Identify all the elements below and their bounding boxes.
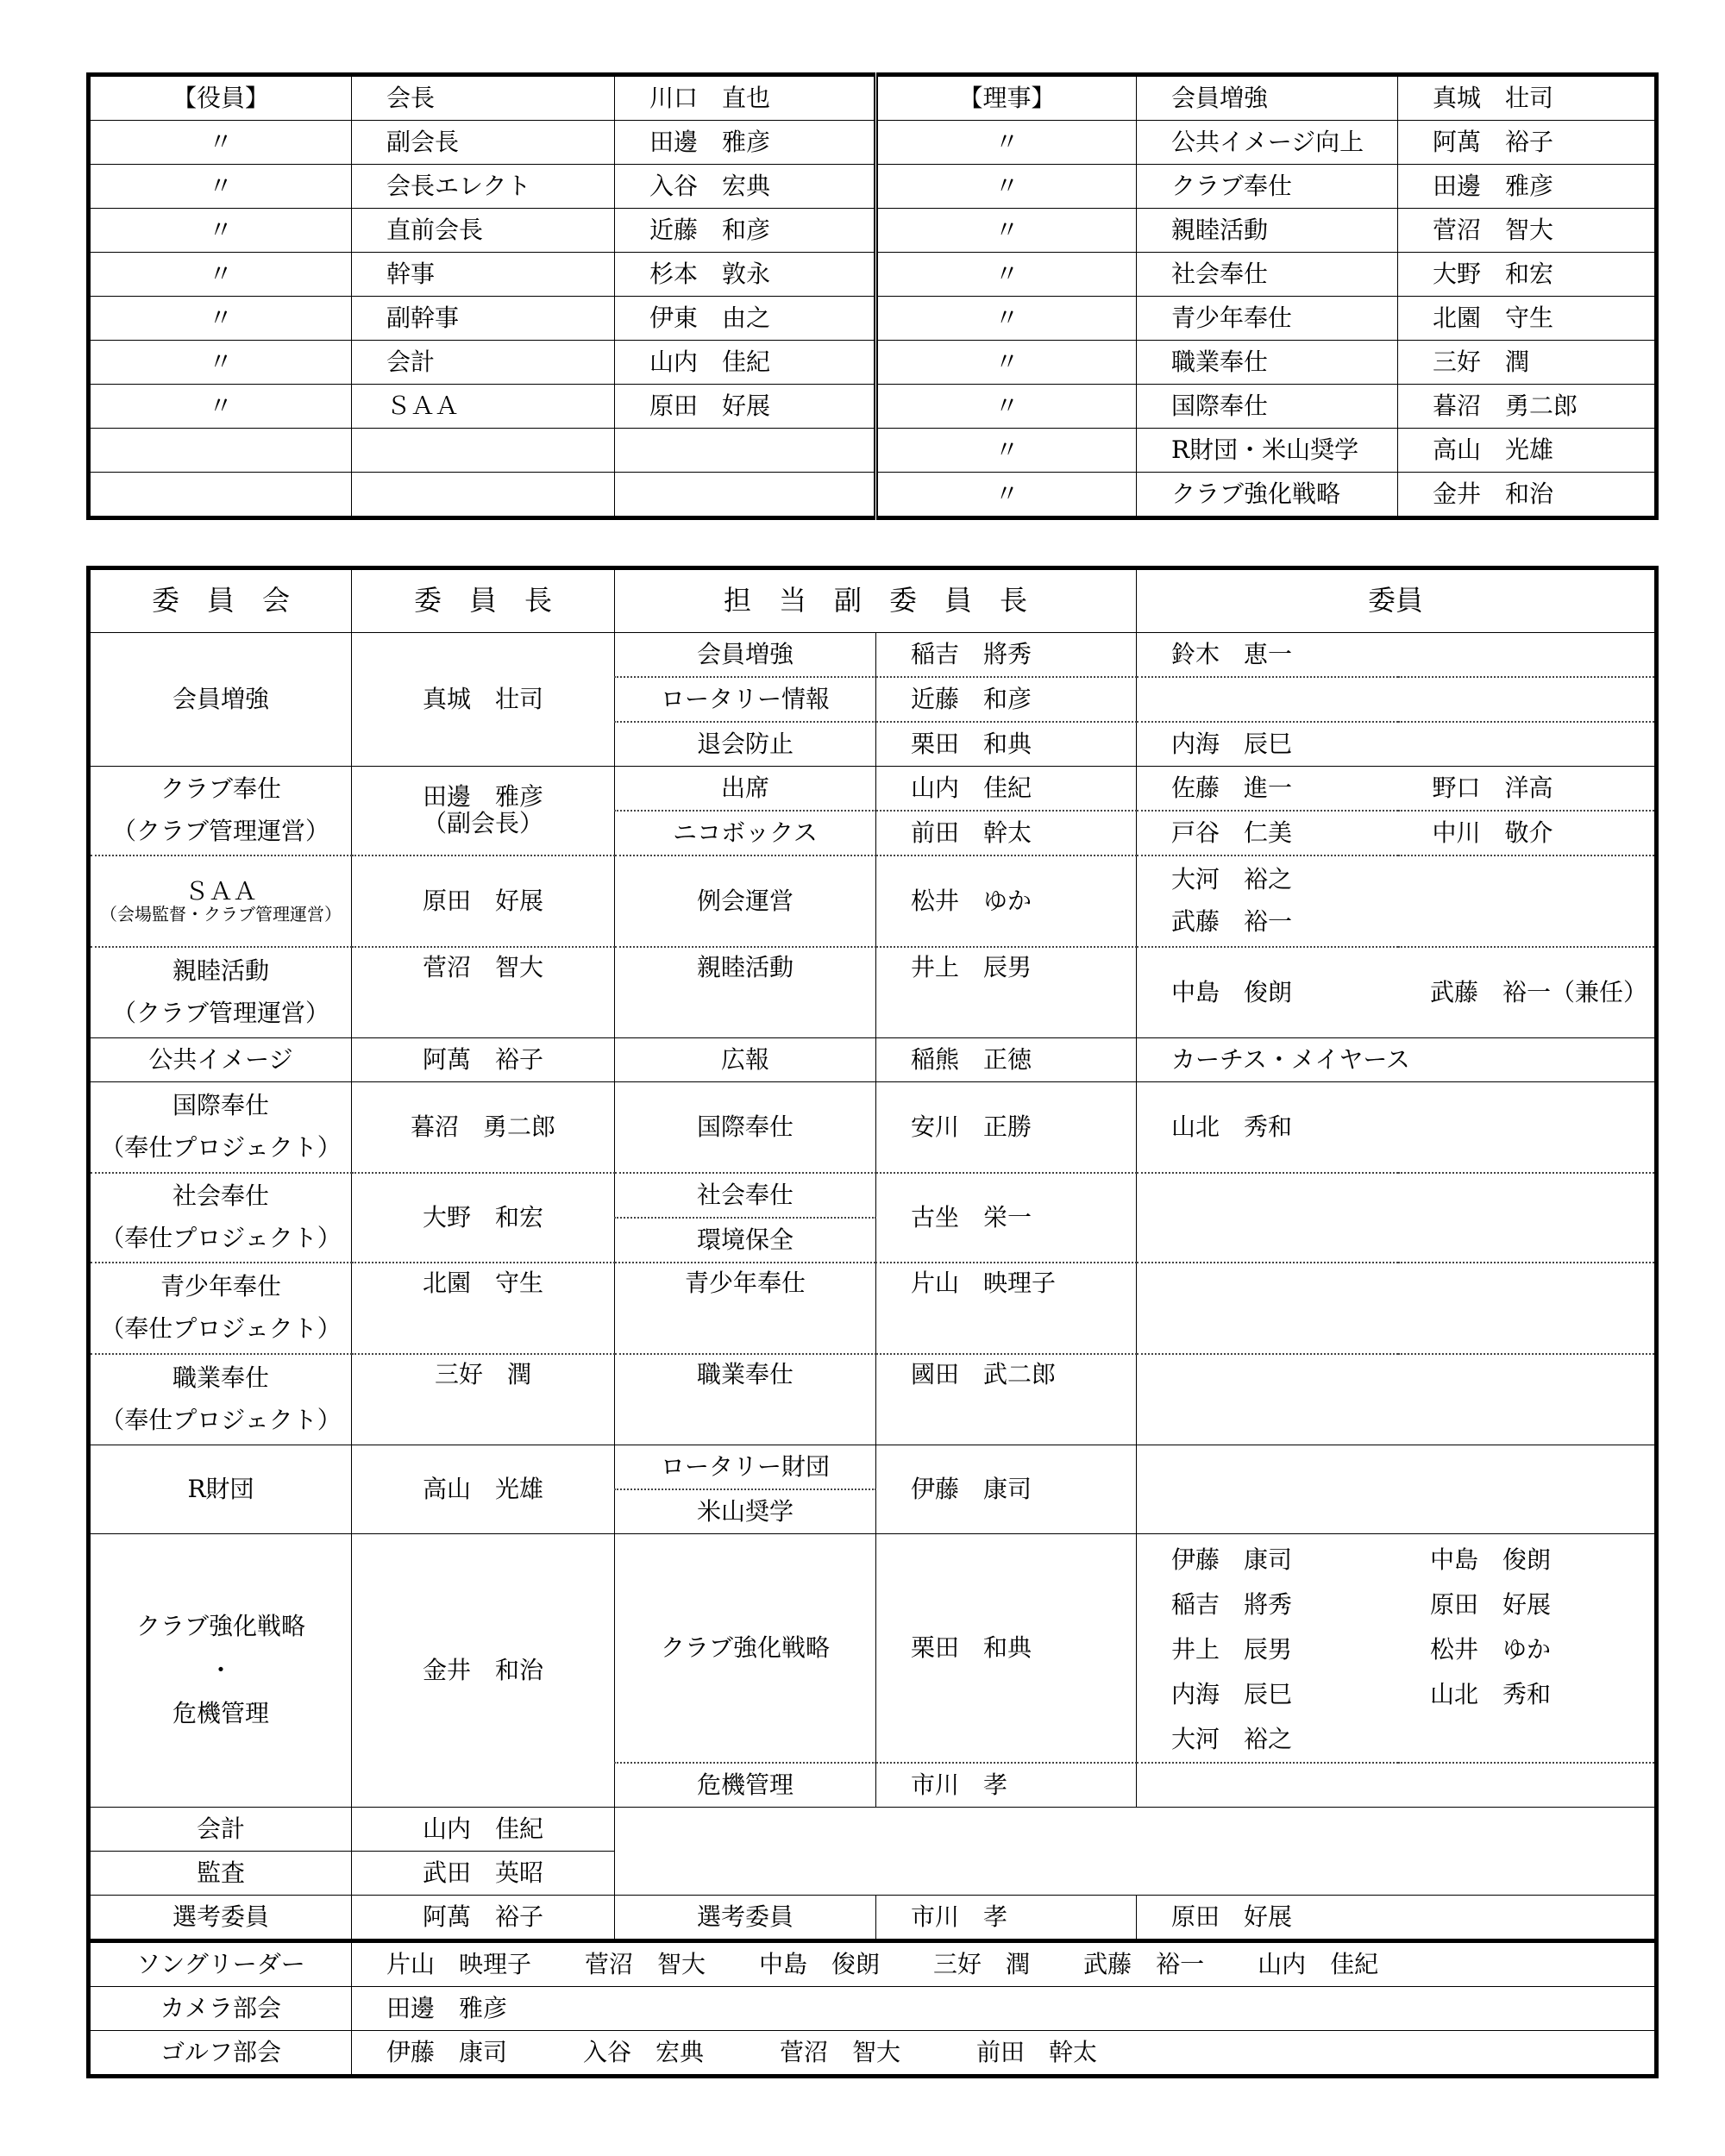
director-name: 三好 潤 bbox=[1398, 341, 1657, 385]
vice-area: 広報 bbox=[615, 1038, 876, 1082]
committee-name: 国際奉仕 bbox=[172, 1091, 269, 1120]
officer-name: 杉本 敦永 bbox=[615, 253, 876, 297]
vice-area: 選考委員 bbox=[615, 1896, 876, 1941]
table-row bbox=[89, 2031, 1657, 2077]
members bbox=[1137, 1354, 1657, 1445]
director-name: 高山 光雄 bbox=[1398, 429, 1657, 473]
director-role: 公共イメージ向上 bbox=[1137, 121, 1398, 165]
committee-name: 公共イメージ bbox=[89, 1038, 352, 1082]
table-row bbox=[89, 1987, 1657, 2031]
committee-chair: 三好 潤 bbox=[352, 1354, 615, 1445]
member: 中川 敬介 bbox=[1398, 811, 1657, 856]
header-members: 委員 bbox=[1137, 568, 1657, 633]
member: 井上 辰男 bbox=[1171, 1635, 1293, 1664]
committee-chair: 大野 和宏 bbox=[352, 1173, 615, 1263]
officers-table bbox=[86, 72, 1659, 520]
member: 菅沼 智大 bbox=[780, 2037, 901, 2066]
member: 伊藤 康司 bbox=[386, 2037, 508, 2066]
members: 原田 好展 bbox=[1137, 1896, 1657, 1941]
member: 中島 俊朗 bbox=[1171, 977, 1293, 1006]
vice-name: 市川 孝 bbox=[876, 1763, 1137, 1808]
committee-name-cell bbox=[89, 947, 352, 1038]
member: 武藤 裕一 bbox=[1171, 907, 1293, 936]
committee-name: ＳＡＡ bbox=[184, 876, 257, 906]
table-row bbox=[89, 1354, 1657, 1445]
officer-name bbox=[615, 429, 876, 473]
vice-name: 山内 佳紀 bbox=[876, 767, 1137, 812]
officer-name: 近藤 和彦 bbox=[615, 209, 876, 253]
member: 武藤 裕一 bbox=[1083, 1949, 1205, 1978]
director-role: R財団・米山奨学 bbox=[1137, 429, 1398, 473]
vice-area: クラブ強化戦略 bbox=[615, 1534, 876, 1764]
committee-chair: 阿萬 裕子 bbox=[352, 1038, 615, 1082]
member: 大河 裕之 bbox=[1171, 865, 1293, 894]
member: 戸谷 仁美 bbox=[1137, 811, 1398, 856]
committee-name: クラブ強化戦略 bbox=[135, 1611, 305, 1640]
officer-label bbox=[89, 473, 352, 518]
table-row bbox=[89, 297, 1657, 341]
officer-role: 会長エレクト bbox=[352, 165, 615, 209]
table-row bbox=[89, 1534, 1657, 1764]
header-chair: 委 員 長 bbox=[352, 568, 615, 633]
members bbox=[1137, 1173, 1657, 1263]
director-role: クラブ奉仕 bbox=[1137, 165, 1398, 209]
committee-name: 社会奉仕 bbox=[172, 1181, 269, 1211]
vice-area: ロータリー財団 bbox=[615, 1445, 876, 1490]
committee-chair: 菅沼 智大 bbox=[352, 947, 615, 1038]
director-label: 〃 bbox=[876, 385, 1137, 429]
vice-area: ロータリー情報 bbox=[615, 677, 876, 722]
officer-label: 〃 bbox=[89, 385, 352, 429]
blank-cell bbox=[615, 1808, 1657, 1896]
committee-name: 職業奉仕 bbox=[172, 1363, 269, 1393]
director-label: 〃 bbox=[876, 297, 1137, 341]
vice-name: 國田 武二郎 bbox=[876, 1354, 1137, 1445]
vice-area: 親睦活動 bbox=[615, 947, 876, 1038]
officer-role: 会長 bbox=[352, 75, 615, 121]
member: 三好 潤 bbox=[933, 1949, 1031, 1978]
vice-area: 青少年奉仕 bbox=[615, 1263, 876, 1354]
member: 中島 俊朗 bbox=[1430, 1545, 1552, 1574]
committee-name-cell bbox=[89, 1534, 352, 1808]
officer-role: 副幹事 bbox=[352, 297, 615, 341]
table-row bbox=[89, 253, 1657, 297]
vice-name: 伊藤 康司 bbox=[876, 1445, 1137, 1534]
committee-name-separator: ・ bbox=[208, 1655, 233, 1684]
committee-name: 危機管理 bbox=[172, 1699, 269, 1728]
members: カーチス・メイヤース bbox=[1137, 1038, 1657, 1082]
committee-sub: （奉仕プロジェクト） bbox=[100, 1133, 342, 1162]
members: 内海 辰巳 bbox=[1137, 722, 1657, 767]
committee-chair-cell bbox=[352, 767, 615, 856]
director-role: 会員増強 bbox=[1137, 75, 1398, 121]
vice-name: 安川 正勝 bbox=[876, 1082, 1137, 1174]
members bbox=[1137, 1763, 1657, 1808]
director-label: 〃 bbox=[876, 473, 1137, 518]
vice-name: 栗田 和典 bbox=[876, 1534, 1137, 1764]
vice-name: 古坐 栄一 bbox=[876, 1173, 1137, 1263]
officer-name: 入谷 宏典 bbox=[615, 165, 876, 209]
vice-area: 米山奨学 bbox=[615, 1489, 876, 1534]
table-row bbox=[89, 429, 1657, 473]
director-label: 〃 bbox=[876, 121, 1137, 165]
member: 佐藤 進一 bbox=[1137, 767, 1398, 812]
committee-name: 青少年奉仕 bbox=[160, 1272, 281, 1301]
member: 中島 俊朗 bbox=[759, 1949, 881, 1978]
director-name: 大野 和宏 bbox=[1398, 253, 1657, 297]
member: 稲吉 將秀 bbox=[1171, 1590, 1293, 1619]
members-cell bbox=[1137, 856, 1657, 947]
table-row bbox=[89, 473, 1657, 518]
director-name: 菅沼 智大 bbox=[1398, 209, 1657, 253]
committee-sub: （クラブ管理運営） bbox=[111, 817, 329, 845]
committee-chair: 金井 和治 bbox=[352, 1534, 615, 1808]
committee-sub: （クラブ管理運営） bbox=[111, 999, 329, 1027]
committee-name: 親睦活動 bbox=[172, 956, 269, 986]
committee-sub: （奉仕プロジェクト） bbox=[100, 1224, 342, 1252]
header-row bbox=[89, 568, 1657, 633]
director-label: 【理事】 bbox=[876, 75, 1137, 121]
director-role: 国際奉仕 bbox=[1137, 385, 1398, 429]
member: 入谷 宏典 bbox=[583, 2037, 705, 2066]
chair-note: （副会長） bbox=[422, 809, 543, 837]
vice-name: 松井 ゆか bbox=[876, 856, 1137, 947]
table-row bbox=[89, 856, 1657, 947]
director-name: 真城 壮司 bbox=[1398, 75, 1657, 121]
committee-chair: 暮沼 勇二郎 bbox=[352, 1082, 615, 1174]
committee-name: 選考委員 bbox=[89, 1896, 352, 1941]
members bbox=[352, 2031, 1657, 2077]
table-row bbox=[89, 1896, 1657, 1941]
members-cell bbox=[1137, 947, 1657, 1038]
committee-chair: 田邊 雅彦 bbox=[422, 782, 543, 812]
member: 田邊 雅彦 bbox=[386, 1993, 508, 2022]
vice-name: 稲熊 正徳 bbox=[876, 1038, 1137, 1082]
committee-chair: 山内 佳紀 bbox=[352, 1808, 615, 1852]
director-role: 職業奉仕 bbox=[1137, 341, 1398, 385]
officer-name: 田邊 雅彦 bbox=[615, 121, 876, 165]
officer-name bbox=[615, 473, 876, 518]
member: 武藤 裕一（兼任） bbox=[1430, 977, 1648, 1006]
officer-role bbox=[352, 429, 615, 473]
officer-label: 〃 bbox=[89, 121, 352, 165]
table-row bbox=[89, 341, 1657, 385]
officer-role: 直前会長 bbox=[352, 209, 615, 253]
committee-chair: 真城 壮司 bbox=[352, 633, 615, 767]
vice-name: 片山 映理子 bbox=[876, 1263, 1137, 1354]
committee-name-cell bbox=[89, 1263, 352, 1354]
director-name: 暮沼 勇二郎 bbox=[1398, 385, 1657, 429]
officer-role: 幹事 bbox=[352, 253, 615, 297]
vice-area: 退会防止 bbox=[615, 722, 876, 767]
vice-area: 危機管理 bbox=[615, 1763, 876, 1808]
member: 山北 秀和 bbox=[1430, 1680, 1552, 1708]
director-role: 青少年奉仕 bbox=[1137, 297, 1398, 341]
officer-label: 〃 bbox=[89, 253, 352, 297]
member: 伊藤 康司 bbox=[1171, 1545, 1293, 1574]
director-label: 〃 bbox=[876, 341, 1137, 385]
officer-name: 伊東 由之 bbox=[615, 297, 876, 341]
table-row bbox=[89, 1082, 1657, 1174]
committee-chair: 高山 光雄 bbox=[352, 1445, 615, 1534]
table-row bbox=[89, 1038, 1657, 1082]
member: 原田 好展 bbox=[1430, 1590, 1552, 1619]
members bbox=[352, 1987, 1657, 2031]
vice-name: 近藤 和彦 bbox=[876, 677, 1137, 722]
committee-chair: 北園 守生 bbox=[352, 1263, 615, 1354]
committee-name-cell bbox=[89, 1082, 352, 1174]
vice-area: 会員増強 bbox=[615, 633, 876, 678]
officer-label: 【役員】 bbox=[89, 75, 352, 121]
vice-area: 出席 bbox=[615, 767, 876, 812]
committee-name: 会計 bbox=[89, 1808, 352, 1852]
table-row bbox=[89, 947, 1657, 1038]
table-row bbox=[89, 1173, 1657, 1218]
officer-label: 〃 bbox=[89, 297, 352, 341]
member: 松井 ゆか bbox=[1430, 1635, 1552, 1664]
table-row bbox=[89, 209, 1657, 253]
vice-area: 国際奉仕 bbox=[615, 1082, 876, 1174]
member: 山内 佳紀 bbox=[1258, 1949, 1379, 1978]
officer-label: 〃 bbox=[89, 165, 352, 209]
table-row bbox=[89, 1445, 1657, 1490]
committee-name: クラブ奉仕 bbox=[160, 774, 281, 804]
committee-name-cell bbox=[89, 767, 352, 856]
committee-name: ゴルフ部会 bbox=[89, 2031, 352, 2077]
director-role: 親睦活動 bbox=[1137, 209, 1398, 253]
members bbox=[352, 1941, 1657, 1987]
officer-name: 川口 直也 bbox=[615, 75, 876, 121]
committee-chair: 阿萬 裕子 bbox=[352, 1896, 615, 1941]
committee-name: カメラ部会 bbox=[89, 1987, 352, 2031]
officer-role bbox=[352, 473, 615, 518]
member: 大河 裕之 bbox=[1171, 1725, 1293, 1753]
header-committee: 委 員 会 bbox=[89, 568, 352, 633]
committees-table bbox=[86, 566, 1659, 2078]
member: 野口 洋高 bbox=[1398, 767, 1657, 812]
member: 菅沼 智大 bbox=[585, 1949, 706, 1978]
vice-name: 栗田 和典 bbox=[876, 722, 1137, 767]
officer-name: 山内 佳紀 bbox=[615, 341, 876, 385]
director-role: クラブ強化戦略 bbox=[1137, 473, 1398, 518]
vice-name: 市川 孝 bbox=[876, 1896, 1137, 1941]
members bbox=[1137, 1445, 1657, 1534]
director-label: 〃 bbox=[876, 209, 1137, 253]
director-name: 北園 守生 bbox=[1398, 297, 1657, 341]
officer-name: 原田 好展 bbox=[615, 385, 876, 429]
committee-chair: 原田 好展 bbox=[352, 856, 615, 947]
committee-sub: （会場監督・クラブ管理運営） bbox=[100, 904, 342, 925]
committee-name: R財団 bbox=[89, 1445, 352, 1534]
officer-role: 副会長 bbox=[352, 121, 615, 165]
table-row bbox=[89, 767, 1657, 812]
director-label: 〃 bbox=[876, 253, 1137, 297]
member: 内海 辰巳 bbox=[1171, 1680, 1293, 1708]
members: 山北 秀和 bbox=[1137, 1082, 1657, 1174]
table-row bbox=[89, 1941, 1657, 1987]
officer-label: 〃 bbox=[89, 209, 352, 253]
officer-role: 会計 bbox=[352, 341, 615, 385]
officer-label bbox=[89, 429, 352, 473]
table-row bbox=[89, 165, 1657, 209]
director-label: 〃 bbox=[876, 429, 1137, 473]
table-row bbox=[89, 75, 1657, 121]
committee-sub: （奉仕プロジェクト） bbox=[100, 1314, 342, 1343]
committee-name-cell bbox=[89, 856, 352, 947]
members bbox=[1137, 677, 1657, 722]
vice-area: ニコボックス bbox=[615, 811, 876, 856]
vice-name: 前田 幹太 bbox=[876, 811, 1137, 856]
table-row bbox=[89, 1263, 1657, 1354]
committee-name-cell bbox=[89, 1173, 352, 1263]
table-row bbox=[89, 633, 1657, 678]
director-label: 〃 bbox=[876, 165, 1137, 209]
members-cell bbox=[1137, 1534, 1657, 1764]
officer-label: 〃 bbox=[89, 341, 352, 385]
committee-name: ソングリーダー bbox=[89, 1941, 352, 1987]
committee-sub: （奉仕プロジェクト） bbox=[100, 1406, 342, 1434]
member: 片山 映理子 bbox=[386, 1949, 532, 1978]
members bbox=[1137, 1263, 1657, 1354]
vice-name: 稲吉 將秀 bbox=[876, 633, 1137, 678]
table-row bbox=[89, 1808, 1657, 1852]
vice-area: 職業奉仕 bbox=[615, 1354, 876, 1445]
director-role: 社会奉仕 bbox=[1137, 253, 1398, 297]
members: 鈴木 恵一 bbox=[1137, 633, 1657, 678]
director-name: 金井 和治 bbox=[1398, 473, 1657, 518]
vice-area: 社会奉仕 bbox=[615, 1173, 876, 1218]
officer-role: ＳＡＡ bbox=[352, 385, 615, 429]
table-row bbox=[89, 121, 1657, 165]
director-name: 田邊 雅彦 bbox=[1398, 165, 1657, 209]
vice-name: 井上 辰男 bbox=[876, 947, 1137, 1038]
committee-name: 監査 bbox=[89, 1852, 352, 1896]
committee-name-cell bbox=[89, 1354, 352, 1445]
table-row bbox=[89, 385, 1657, 429]
vice-area: 例会運営 bbox=[615, 856, 876, 947]
header-vice: 担 当 副 委 員 長 bbox=[615, 568, 1137, 633]
vice-area: 環境保全 bbox=[615, 1218, 876, 1263]
committee-chair: 武田 英昭 bbox=[352, 1852, 615, 1896]
director-name: 阿萬 裕子 bbox=[1398, 121, 1657, 165]
member: 前田 幹太 bbox=[976, 2037, 1098, 2066]
committee-name: 会員増強 bbox=[89, 633, 352, 767]
